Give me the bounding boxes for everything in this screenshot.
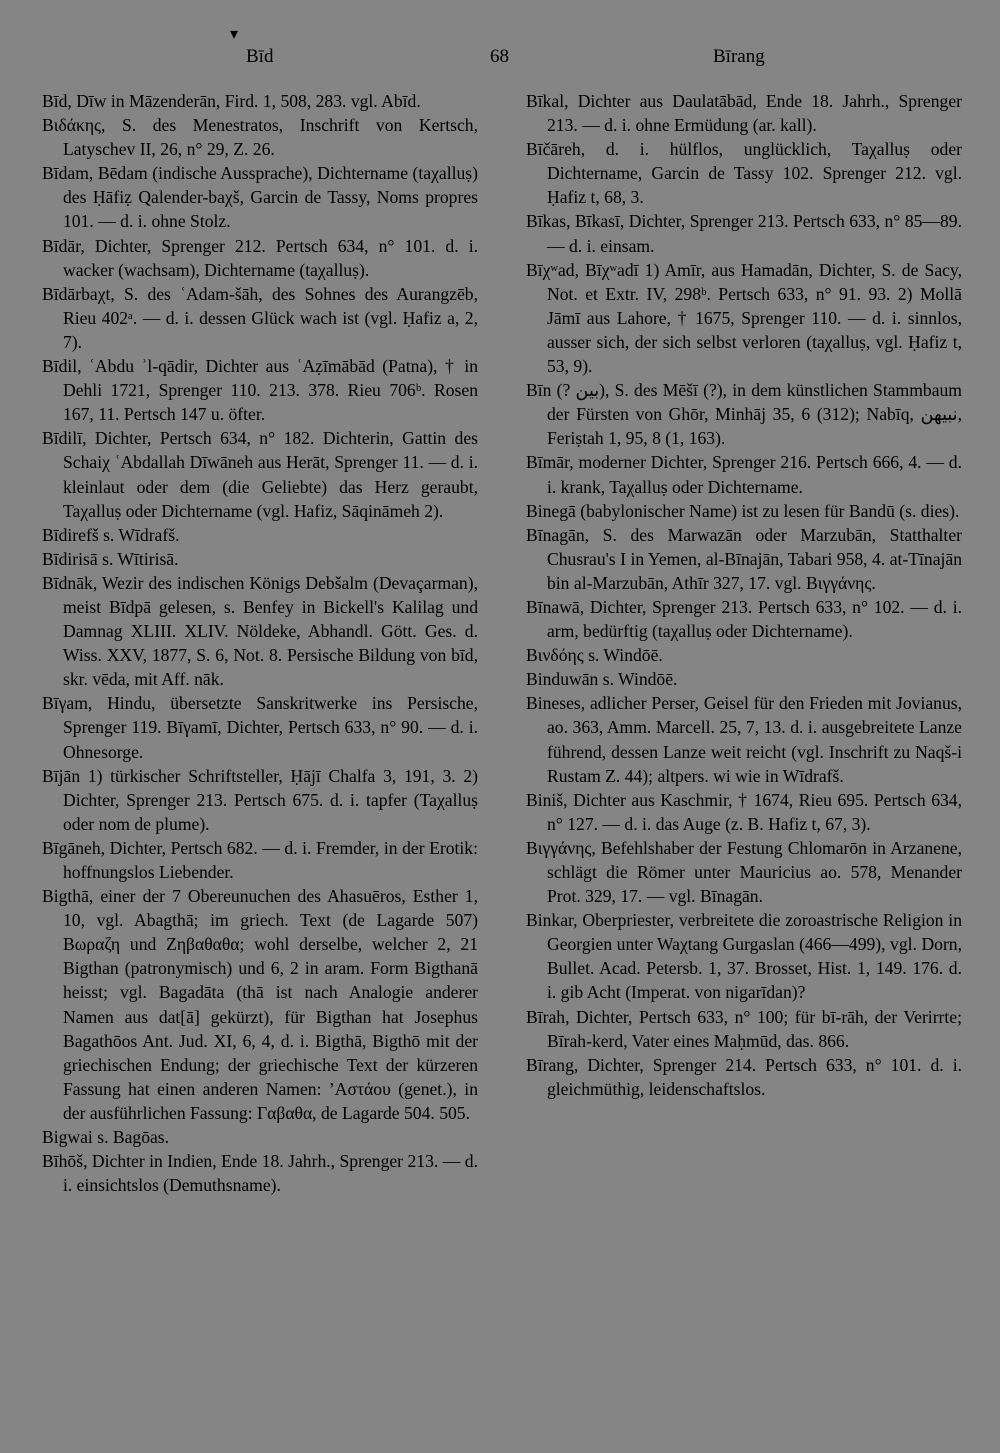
entry: Binduwān s. Windōē.: [526, 669, 678, 690]
entry: Biniš, Dichter aus Kaschmir, † 1674, Rieu 695. Pertsch 634, n° 127. — d. i. das Auge (z. B. Hafiz t, 67, 3).: [526, 789, 962, 834]
entry: Bīčāreh, d. i. hülflos, unglücklich, Taχalluṣ oder Dichtername, Garcin de Tassy 102. Sprenger 212. vgl. Ḥafiz t, 68, 3.: [526, 139, 962, 208]
entry: Βιγγάνης, Befehlshaber der Festung Chlomarōn in Arzanene, schlägt die Römer unter Mauricius ao. 578, Menander Prot. 329, 17. — vgl. Bīnagān.: [526, 837, 962, 907]
entry: Bīχʷad, Bīχʷadī 1) Amīr, aus Hamadān, Dichter, S. de Sacy, Not. et Extr. IV, 298ᵇ. Pertsch 633, n° 91. 93. 2) Mollā Jāmī aus Lahore, † 1675, Sprenger 110. — d. i. sinnlos, ausser sich, der sich selbst verloren (taχalluṣ, vgl. Ḥafiz t, 53, 9).: [526, 259, 962, 377]
entry: Βιδάκης, S. des Menestratos, Inschrift von Kertsch, Latyschev II, 26, n° 29, Z. 26.: [42, 115, 478, 160]
entry: Bīgāneh, Dichter, Pertsch 682. — d. i. Fremder, in der Erotik: hoffnungslos Liebender.: [42, 837, 478, 882]
entry: Bīhōš, Dichter in Indien, Ende 18. Jahrh., Sprenger 213. — d. i. einsichtslos (Demuthsname).: [42, 1151, 478, 1196]
page-number: 68: [490, 46, 509, 67]
right-column: [526, 89, 962, 1101]
entry: Bigwai s. Bagōas.: [42, 1127, 170, 1148]
entry: Bīrah, Dichter, Pertsch 633, n° 100; für bī-rāh, der Verirrte; Bīrah-kerd, Vater eines Maḥmūd, das. 866.: [526, 1006, 962, 1051]
entry: Binkar, Oberpriester, verbreitete die zoroastrische Religion in Georgien unter Waχtang Gurgaslan (466—499), vgl. Dorn, Bullet. Acad. Petersb. 1, 37. Brosset, Hist. 1, 149. 176. d. i. gib Acht (Imperat. von nigarīdan)?: [526, 910, 962, 1003]
entry: Bīnagān, S. des Marwazān oder Marzubān, Statthalter Chusrau's I in Yemen, al-Bīnajān, Tabari 958, 4. at-Tīnajān bin al-Marzubān, Athīr 327, 17. vgl. Βιγγάνης.: [526, 524, 962, 593]
entry: Bīmār, moderner Dichter, Sprenger 216. Pertsch 666, 4. — d. i. krank, Taχalluṣ oder Dichtername.: [526, 452, 962, 497]
entry: Bīdilī, Dichter, Pertsch 634, n° 182. Dichterin, Gattin des Schaiχ ʿAbdallah Dīwāneh aus Herāt, Sprenger 11. — d. i. kleinlaut oder dem (die Geliebte) das Herz geraubt, Taχalluṣ oder Dichtername (vgl. Hafiz, Sāqināmeh 2).: [42, 428, 478, 521]
entry: Bigthā, einer der 7 Obereunuchen des Ahasuēros, Esther 1, 10, vgl. Abagthā; im griech. Text (de Lagarde 507) Βωραζη und Ζηβαθαθα; wohl derselbe, welcher 2, 21 Bigthan (patronymisch) und 6, 2 in aram. Form Bigthanā heisst; vgl. Bagadāta (thā ist nach Analogie anderer Namen aus dat[ā] gekürzt), für Bigthan hat Josephus Bagathōos Ant. Jud. XI, 6, 4, d. i. Bigthā, Bigthō mit der griechischen Endung; der griechische Text der kürzeren Fassung hat einen anderen Namen: ʼΑστάου (genet.), in der ausführlichen Fassung: Γαβαθα, de Lagarde 504. 505.: [42, 886, 478, 1123]
entry: Βινδόης s. Windōē.: [526, 645, 663, 666]
entry: Bīn (? بين), S. des Mēšī (?), in dem künstlichen Stammbaum der Fürsten von Ghōr, Minhāj 35, 6 (312); Nabīq, نبيهن, Feriṣtah 1, 95, 8 (1, 163).: [526, 380, 962, 449]
entry: Bīdār, Dichter, Sprenger 212. Pertsch 634, n° 101. d. i. wacker (wachsam), Dichtername (taχalluṣ).: [42, 235, 478, 280]
entry: Bineses, adlicher Perser, Geisel für den Frieden mit Jovianus, ao. 363, Amm. Marcell. 25, 7, 13. d. i. ausgebreitete Lanze führend, dessen Lanze weit reicht (vgl. Inschrift zu Naqš-i Rustam Z. 44); altpers. wi wie in Wīdrafš.: [526, 693, 962, 786]
left-column: [42, 89, 478, 1197]
header-right-keyword: Bīrang: [713, 46, 765, 67]
entry: Bīrang, Dichter, Sprenger 214. Pertsch 633, n° 101. d. i. gleichmüthig, leidenschaftslos.: [526, 1054, 962, 1099]
entry: Bīnawā, Dichter, Sprenger 213. Pertsch 633, n° 102. — d. i. arm, bedürftig (taχalluṣ oder Dichtername).: [526, 596, 962, 642]
margin-mark: ▾: [230, 26, 239, 43]
entry: Binegā (babylonischer Name) ist zu lesen für Bandū (s. dies).: [526, 500, 960, 521]
entry: Bīdirisā s. Wītirisā.: [42, 548, 179, 569]
running-header: [0, 46, 1000, 76]
entry: Bīdārbaχt, S. des ʿAdam-šāh, des Sohnes des Aurangzēb, Rieu 402ᵃ. — d. i. dessen Glück wach ist (vgl. Ḥafiz a, 2, 7).: [42, 283, 478, 352]
entry: Bīdil, ʿAbdu ʾl-qādir, Dichter aus ʿAẓīmābād (Patna), † in Dehli 1721, Sprenger 110. 213. 378. Rieu 706ᵇ. Rosen 167, 11. Pertsch 147 u. öfter.: [42, 356, 478, 425]
header-left-keyword: Bīd: [246, 46, 274, 67]
entry: Bīdam, Bēdam (indische Aussprache), Dichtername (taχalluṣ) des Ḥāfiẓ Qalender-baχš, Garcin de Tassy, Noms propres 101. — d. i. ohne Stolz.: [42, 163, 478, 232]
entry: Bīdnāk, Wezir des indischen Königs Debšalm (Devaçarman), meist Bīdpā gelesen, s. Benfey in Bickell's Kalilag und Damnag XLIII. XLIV. Nöldeke, Abhandl. Gött. Ges. d. Wiss. XXV, 1877, S. 6, Not. 8. Persische Bildung von bīd, skr. vēda, mit Aff. nāk.: [42, 572, 478, 690]
entry: Bījān 1) türkischer Schriftsteller, Ḥājī Chalfa 3, 191, 3. 2) Dichter, Sprenger 213. Pertsch 675. d. i. tapfer (Taχalluṣ oder nom de plume).: [42, 765, 478, 834]
entry: Bīd, Dīw in Māzenderān, Fird. 1, 508, 283. vgl. Abīd.: [42, 91, 421, 111]
entry: Bīγam, Hindu, übersetzte Sanskritwerke ins Persische, Sprenger 119. Bīγamī, Dichter, Pertsch 633, n° 90. — d. i. Ohnesorge.: [42, 693, 478, 762]
entry: Bīdirefš s. Wīdrafš.: [42, 524, 180, 545]
entry: Bīkal, Dichter aus Daulatābād, Ende 18. Jahrh., Sprenger 213. — d. i. ohne Ermüdung (ar. kall).: [526, 91, 962, 136]
entry: Bīkas, Bīkasī, Dichter, Sprenger 213. Pertsch 633, n° 85—89. — d. i. einsam.: [526, 211, 962, 256]
